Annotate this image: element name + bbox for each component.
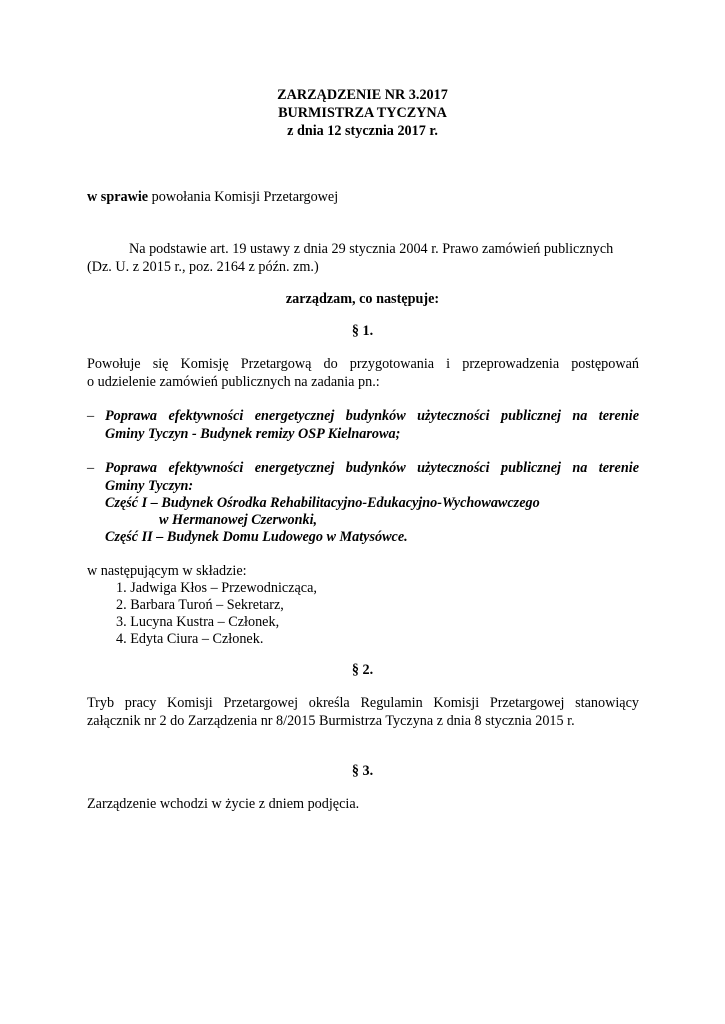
subject-text: powołania Komisji Przetargowej [151,189,339,205]
task-2-dash: – [87,460,95,476]
legal-basis-line-2: (Dz. U. z 2015 r., poz. 2164 z późn. zm.) [87,259,319,275]
task-2-part-2: Część II – Budynek Domu Ludowego w Matysówce. [105,529,408,545]
task-2-part-1-continued: w Hermanowej Czerwonki, [159,512,318,528]
task-1-line-2: Gminy Tyczyn - Budynek remizy OSP Kielnarowa; [105,426,401,442]
task-1-line-1: Poprawa efektywności energetycznej budynków użyteczności publicznej na terenie [105,408,639,424]
document-title: ZARZĄDZENIE NR 3.2017 [277,87,448,103]
legal-basis-line-1: Na podstawie art. 19 ustawy z dnia 29 stycznia 2004 r. Prawo zamówień publicznych [129,241,614,257]
section-3-text: Zarządzenie wchodzi w życie z dniem podjęcia. [87,796,360,812]
section-2-heading: § 2. [351,662,374,678]
task-1-dash: – [87,408,95,424]
member-item: 4. Edyta Ciura – Członek. [116,631,264,647]
member-item: 1. Jadwiga Kłos – Przewodnicząca, [116,580,317,596]
subject-prefix: w sprawie [87,189,149,205]
section-1-intro-line-2: o udzielenie zamówień publicznych na zadania pn.: [87,374,380,390]
task-2-part-1: Część I – Budynek Ośrodka Rehabilitacyjno-Edukacyjno-Wychowawczego [105,495,540,511]
order-heading: zarządzam, co następuje: [285,291,440,307]
section-1-heading: § 1. [351,323,374,339]
task-2-line-1: Poprawa efektywności energetycznej budynków użyteczności publicznej na terenie [105,460,639,476]
document-date: z dnia 12 stycznia 2017 r. [287,123,438,139]
section-2-line-1: Tryb pracy Komisji Przetargowej określa Regulamin Komisji Przetargowej stanowiący [87,695,639,711]
section-3-heading: § 3. [351,763,374,779]
members-intro: w następującym w składzie: [87,563,247,579]
task-2-line-2: Gminy Tyczyn: [105,478,194,494]
section-2-line-2: załącznik nr 2 do Zarządzenia nr 8/2015 Burmistrza Tyczyna z dnia 8 stycznia 2015 r. [87,713,575,729]
section-1-intro-line-1: Powołuje się Komisję Przetargową do przygotowania i przeprowadzenia postępowań [87,356,639,372]
member-item: 3. Lucyna Kustra – Członek, [116,614,280,630]
document-issuer: BURMISTRZA TYCZYNA [278,105,447,121]
member-item: 2. Barbara Turoń – Sekretarz, [116,597,284,613]
subject-line [87,188,338,206]
